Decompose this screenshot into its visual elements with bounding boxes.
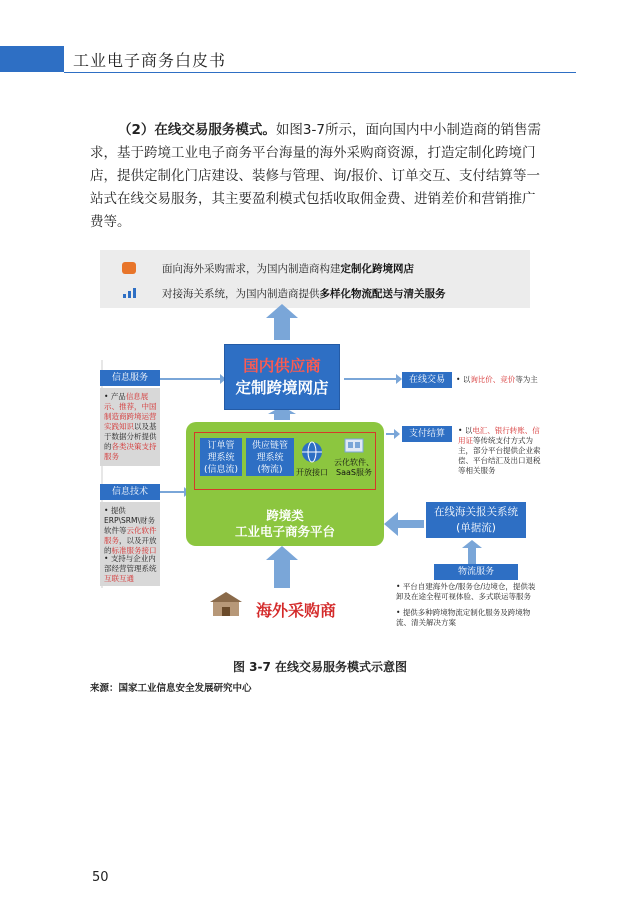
body-paragraph — [90, 119, 548, 234]
online-trade-text: • 以询比价、竞价等为主 — [456, 375, 538, 384]
header-rule — [64, 72, 576, 73]
header-accent-bar — [0, 46, 64, 72]
open-api-label: 开放接口 — [296, 468, 328, 477]
platform-title: 跨境类 工业电子商务平台 — [234, 508, 335, 539]
top-line-1: 面向海外采购需求，为国内制造商构建定制化跨境网店 — [162, 263, 414, 275]
info-tech-text-1: • 提供ERP\SRM\财务软件等云化软件服务，以及开放的标准服务接口 — [104, 506, 157, 555]
overseas-buyer-label: 海外采购商 — [256, 601, 337, 620]
info-tech-text-2: • 支持与企业内部经营管理系统互联互通 — [104, 554, 157, 583]
payment-text: • 以电汇、银行转账、信用证等传统支付方式为主，部分平台提供企业索偿、平台结汇及出口退税等相关服务 — [458, 426, 541, 475]
order-management-system: 订单管 理系统 (信息流) — [200, 438, 242, 476]
info-tech-box: 信息技术 — [100, 484, 160, 500]
figure-caption: 图 3-7 在线交易服务模式示意图 — [232, 660, 408, 674]
logistics-bullet-1: • 平台自建海外仓/服务仓/边境仓，提供装卸及在途全程可视体验、多式联运等服务 — [396, 582, 536, 601]
page-number: 50 — [92, 870, 109, 885]
cloud-saas-label: 云化软件、 SaaS服务 — [334, 458, 374, 477]
info-service-text: • 产品信息展示、推荐，中国制造商跨境运营实践知识以及基于数据分析提供的各类决策支持服务 — [104, 392, 157, 461]
header-title: 工业电子商务白皮书 — [73, 51, 227, 70]
logistics-box: 物流服务 — [434, 564, 518, 580]
figure-source: 来源：国家工业信息安全发展研究中心 — [90, 683, 252, 694]
online-trade-box: 在线交易 — [402, 372, 452, 388]
cloud-software-icon — [344, 438, 364, 454]
paragraph-text: 如图3-7所示，面向国内中小制造商的销售需求，基于跨境工业电子商务平台海量的海外采购商资源，打造定制化跨境门店，提供定制化门店建设、装修与管理、询/报价、订单交互、支付结算等一站式在线交易服务，其主要盈利模式包括收取佣金费、进销差价和营销推广费等。 — [90, 122, 541, 230]
paragraph-bold-lead: （2）在线交易服务模式。 — [118, 122, 276, 138]
info-service-box: 信息服务 — [100, 370, 160, 386]
customs-system-box: 在线海关报关系统 (单据流) — [426, 502, 526, 538]
top-line-2: 对接海关系统，为国内制造商提供多样化物流配送与清关服务 — [162, 288, 446, 300]
supply-chain-system: 供应链管 理系统 (物流) — [246, 438, 294, 476]
domestic-supplier-shop: 国内供应商 定制跨境网店 — [224, 344, 340, 410]
logistics-bullet-2: • 提供多种跨境物流定制化服务及跨境物流、清关解决方案 — [396, 608, 531, 627]
globe-icon — [300, 440, 324, 464]
warehouse-icon — [208, 590, 244, 618]
service-mode-diagram — [96, 248, 546, 648]
payment-box: 支付结算 — [402, 426, 452, 442]
